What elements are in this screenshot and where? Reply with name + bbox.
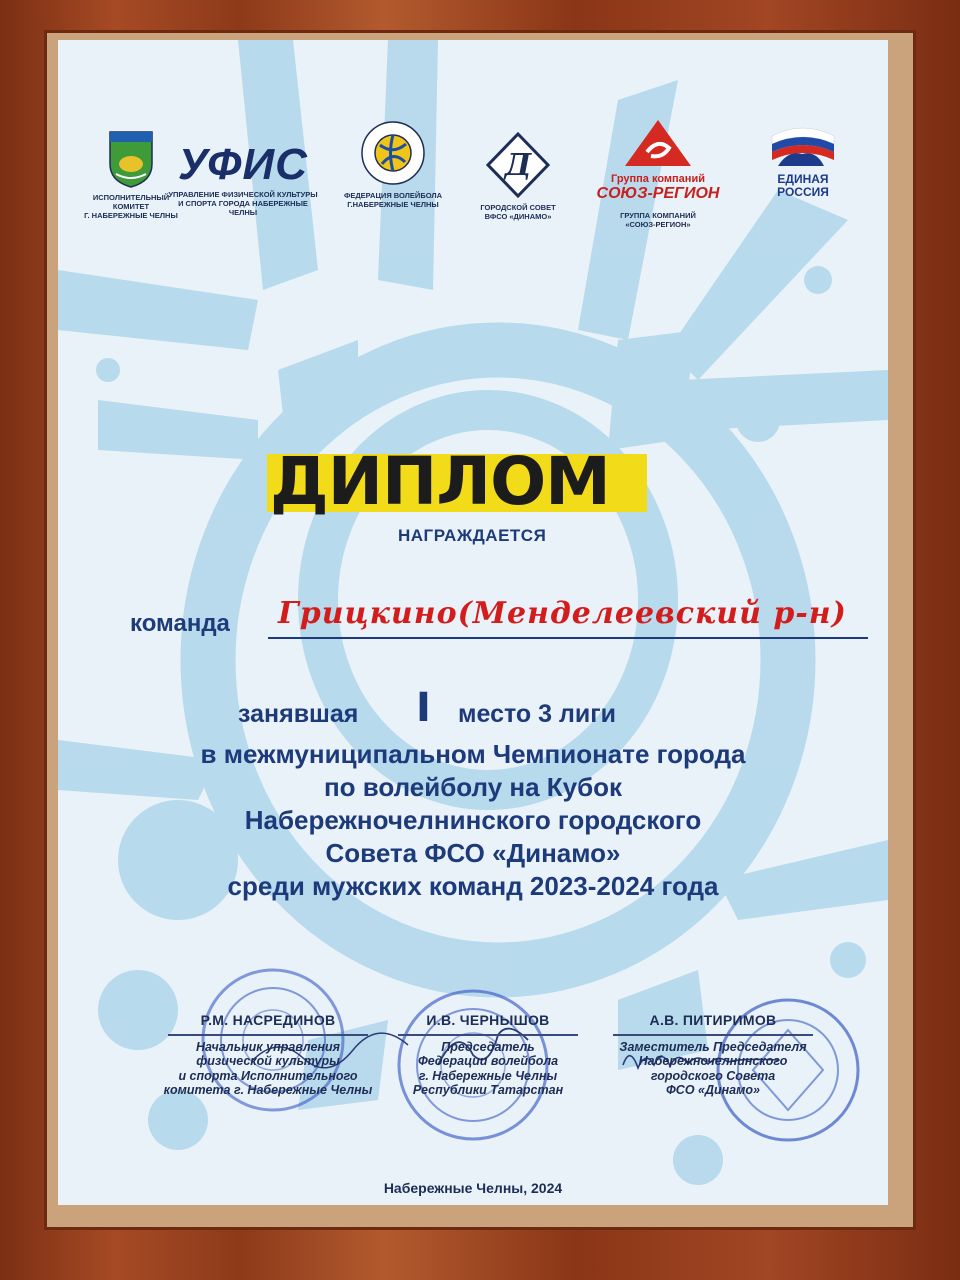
signatory-name: И.В. ЧЕРНЫШОВ [426,1012,550,1028]
logo-caption: УПРАВЛЕНИЕ ФИЗИЧЕСКОЙ КУЛЬТУРЫ И СПОРТА ГОРОДА НАБЕРЕЖНЫЕ ЧЕЛНЫ [168,190,318,217]
logo-ufis [168,140,318,217]
team-label: команда [130,610,230,637]
diploma-sheet [58,40,888,1205]
signatory-name: А.В. ПИТИРИМОВ [649,1012,777,1028]
logo-souz-region [583,118,733,229]
svg-text:Д: Д [504,148,532,183]
signatory-role: Начальник управления физической культуры и спорта Исполнительного комитета г. Набережные Челны [163,1039,373,1097]
coat-of-arms-icon [106,130,156,188]
team-name-handwritten: Грицкино(Менделеевский р-н) [278,596,847,631]
logo-caption: ИСПОЛНИТЕЛЬНЫЙ КОМИТЕТ Г. НАБЕРЕЖНЫЕ ЧЕЛНЫ [84,193,178,220]
awarded-label: НАГРАЖДАЕТСЯ [398,526,547,545]
dynamo-rhombus-icon [486,132,550,198]
diploma-body-text: в межмуниципальном Чемпионате города по волейболу на Кубок Набережночелнинского городского Совета ФСО «Динамо» среди мужских команд 2023-2024 года [200,739,746,901]
ufis-wordmark: УФИС [178,140,308,189]
signature-line [398,1034,578,1036]
signatory-role: Заместитель Председателя Набережночелнинского городского Совета ФСО «Динамо» [619,1039,807,1097]
team-underline [268,637,868,639]
signatory-role: Председатель Федерации волейбола г. Набережные Челны Республики Татарстан [412,1039,564,1097]
signature-line [613,1034,813,1036]
signature-line [168,1034,368,1036]
place-prefix: занявшая [238,700,359,728]
logo-volleyball-federation [333,120,453,209]
souz-triangle-icon [623,118,693,168]
logo-dynamo [468,132,568,221]
signatory-name: Р.М. НАСРЕДИНОВ [200,1012,336,1028]
diploma-title: ДИПЛОМ [270,443,610,520]
logo-caption: ФЕДЕРАЦИЯ ВОЛЕЙБОЛА Г.НАБЕРЕЖНЫЕ ЧЕЛНЫ [343,191,443,209]
signatory-2 [388,1012,588,1098]
party-name: ЕДИНАЯ РОССИЯ [777,172,829,199]
place-suffix: место 3 лиги [458,700,616,728]
souz-name-label: СОЮЗ-РЕГИОН [596,185,720,202]
place-number: I [416,685,431,731]
city-and-year: Набережные Челны, 2024 [383,1180,563,1196]
logo-caption: ГОРОДСКОЙ СОВЕТ ВФСО «ДИНАМО» [480,203,556,221]
souz-group-label: Группа компаний [611,173,705,185]
bear-flag-icon [768,120,838,168]
signatory-1 [158,1012,378,1098]
signatory-3 [598,1012,828,1098]
logo-united-russia [763,120,843,199]
logo-caption: ГРУППА КОМПАНИЙ «СОЮЗ-РЕГИОН» [620,211,696,229]
volleyball-emblem-icon [360,120,426,186]
